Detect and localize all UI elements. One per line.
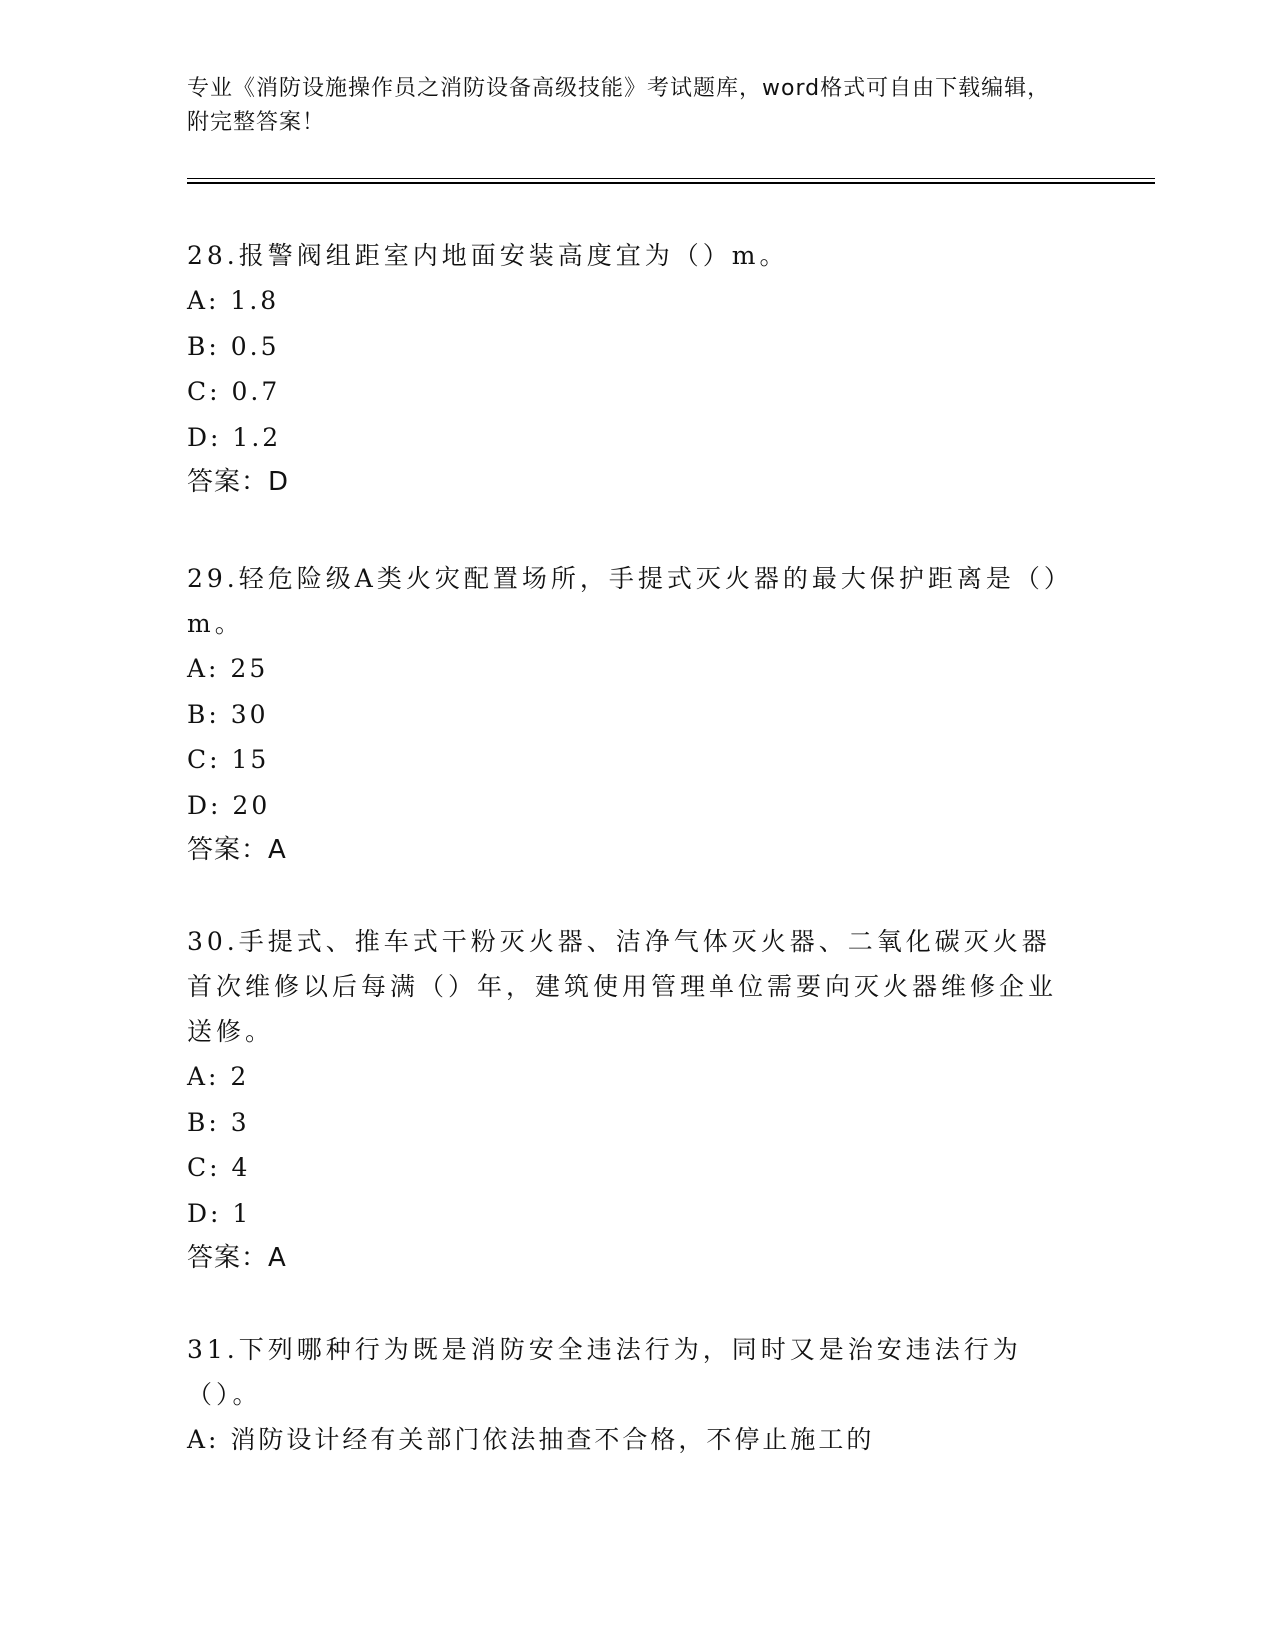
option-c: C: 0.7 [187, 377, 281, 406]
option-a: A: 1.8 [187, 286, 280, 315]
header-divider [187, 178, 1155, 179]
option-d: D: 1 [187, 1198, 252, 1228]
option-b: B: 3 [187, 1107, 250, 1137]
option-b: B: 0.5 [187, 331, 280, 361]
header-divider-thick [187, 182, 1155, 184]
question-29 [187, 556, 1067, 873]
option-a: A: 25 [187, 654, 269, 683]
answer-line: 答案：A [187, 1243, 287, 1273]
option-a: A: 消防设计经有关部门依法抽查不合格，不停止施工的 [187, 1425, 875, 1454]
option-d: D: 1.2 [187, 422, 282, 452]
question-stem: 28.报警阀组距室内地面安装高度宜为（）m。 [187, 241, 789, 270]
option-a: A: 2 [187, 1062, 250, 1091]
question-stem: 29.轻危险级A类火灾配置场所，手提式灭火器的最大保护距离是（）m。 [187, 564, 1061, 638]
question-stem: 30.手提式、推车式干粉灭火器、洁净气体灭火器、二氧化碳灭火器首次维修以后每满（）年，建筑使用管理单位需要向灭火器维修企业送修。 [187, 927, 1058, 1046]
option-b: B: 30 [187, 699, 269, 729]
question-31 [187, 1327, 1067, 1463]
document-header: 专业《消防设施操作员之消防设备高级技能》考试题库，word格式可自由下载编辑，附完整答案！ [187, 76, 1051, 135]
answer-line: 答案：D [187, 467, 290, 497]
option-d: D: 20 [187, 790, 271, 820]
option-c: C: 4 [187, 1153, 251, 1182]
question-30 [187, 919, 1067, 1281]
question-28 [187, 233, 1067, 505]
answer-line: 答案：A [187, 835, 287, 865]
question-stem: 31.下列哪种行为既是消防安全违法行为，同时又是治安违法行为（）。 [187, 1335, 1022, 1409]
option-c: C: 15 [187, 745, 270, 774]
